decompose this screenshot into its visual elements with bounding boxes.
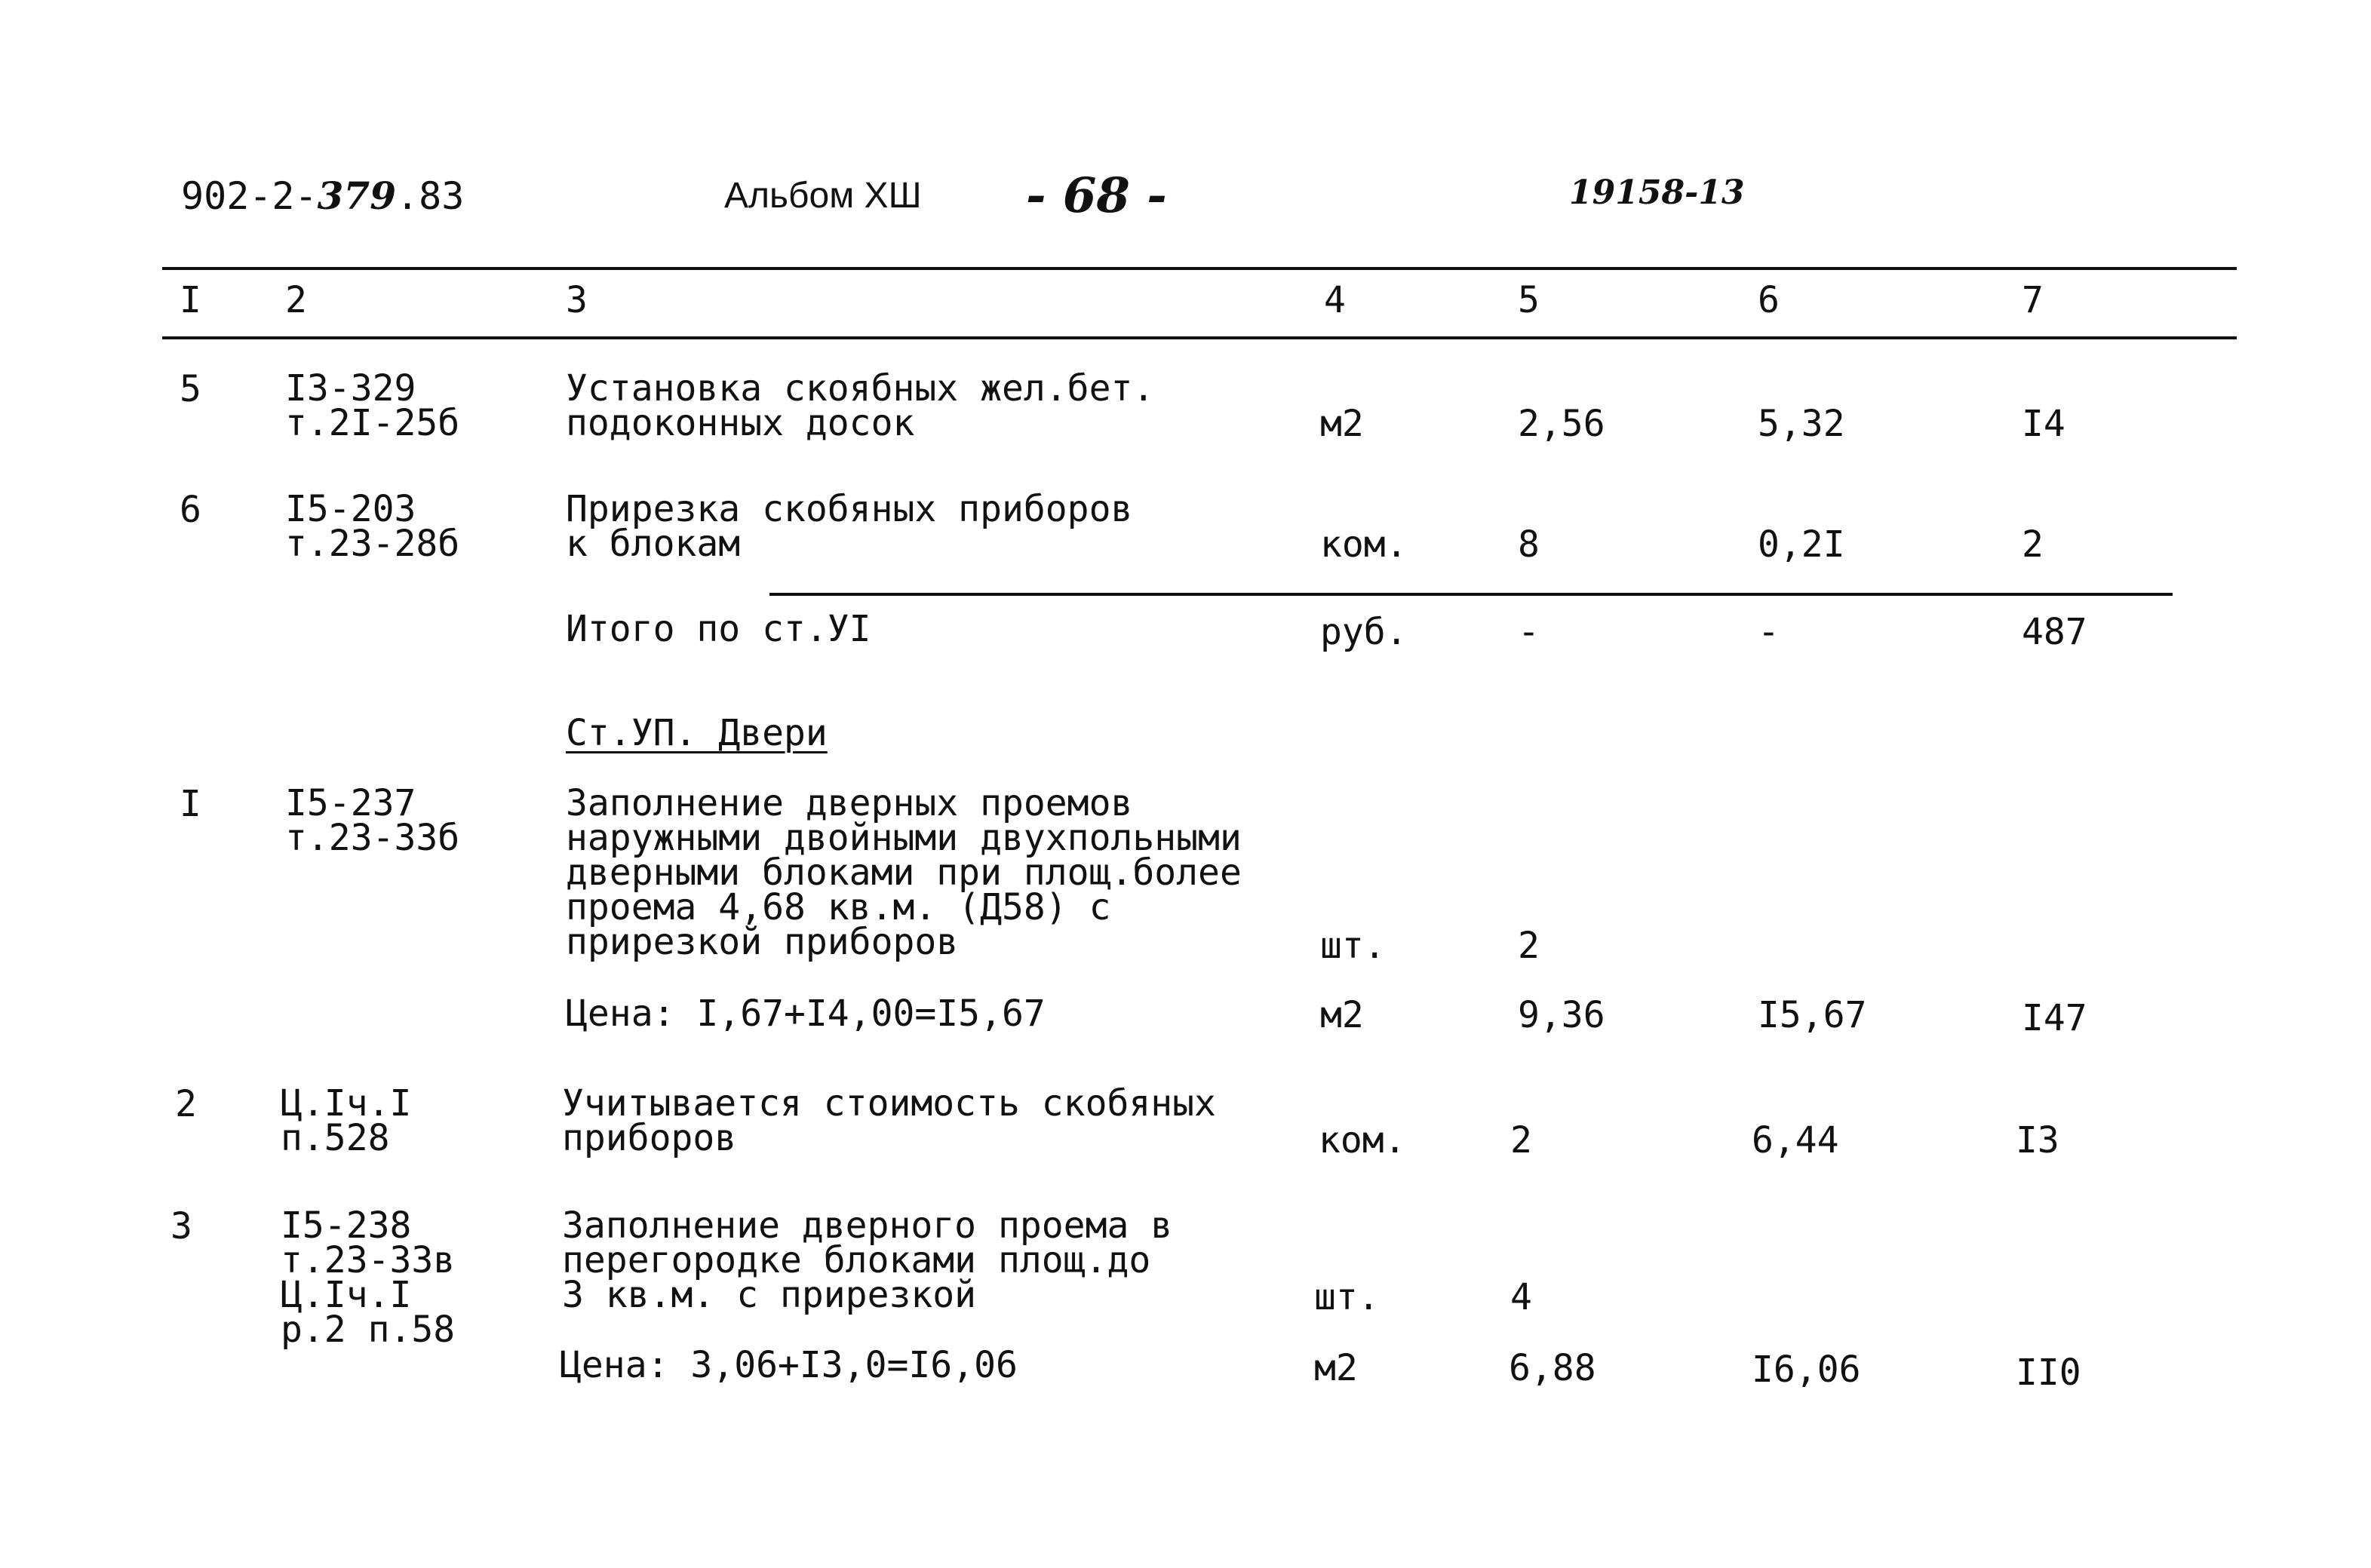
page-number: - 68 - [1026,167,1167,224]
column-header: I [180,279,201,321]
column-header: 7 [2022,279,2044,321]
total-cost: II0 [2016,1352,2081,1394]
unit-price: - [1758,611,1780,653]
work-description: Учитывается стоимость скобяных приборов [562,1082,1216,1159]
row-number: I [180,783,201,825]
total-cost: I4 [2022,403,2065,445]
table-top-rule [162,267,2237,270]
work-description: Установка скоябных жел.бет. подоконных досок [566,367,1155,444]
column-header: 6 [1758,279,1780,321]
unit: м2 [1320,403,1364,445]
work-description: Заполнение дверного проема в перегородке блоками площ.до 3 кв.м. с прирезкой [562,1204,1173,1316]
norm-code: Ц.Iч.I п.528 [281,1082,412,1159]
row-number: 2 [175,1083,197,1125]
row-number: 3 [170,1205,192,1247]
unit: шт. [1314,1276,1380,1318]
unit-price: 0,2I [1758,523,1845,566]
norm-code: I5-238 т.23-33в Ц.Iч.I р.2 п.58 [281,1204,456,1351]
norm-code: I3-329 т.2I-25б [285,367,460,444]
total-cost: I47 [2022,997,2087,1039]
unit-price: 6,44 [1752,1119,1839,1161]
unit-price: I5,67 [1758,994,1867,1036]
archive-stamp: 19158-13 [1569,173,1745,212]
column-header: 4 [1324,279,1346,321]
subtotal-rule [769,593,2173,596]
norm-code: I5-237 т.23-33б [285,782,460,859]
quantity: 9,36 [1518,994,1605,1036]
quantity: - [1518,611,1540,653]
unit-price: I6,06 [1752,1349,1861,1391]
price-formula: Цена: 3,06+I3,0=I6,06 [560,1344,1018,1386]
unit: ком. [1320,523,1408,566]
column-header: 2 [285,279,307,321]
subtotal-label: Итого по ст.УI [566,608,871,650]
unit: м2 [1314,1347,1358,1389]
section-heading: Ст.УП. Двери [566,712,828,754]
work-description: Прирезка скобяных приборов к блокам [566,488,1133,565]
unit: шт. [1320,925,1386,967]
unit-price: 5,32 [1758,403,1845,445]
row-number: 5 [180,368,201,410]
document-number: 902-2-379.83 [181,173,465,218]
unit: ком. [1319,1119,1406,1161]
unit: руб. [1320,611,1408,653]
work-description: Заполнение дверных проемов наружными двойными двухпольными дверными блоками при площ.более проема 4,68 кв.м. (Д58) с прирезкой приборов [566,782,1242,963]
price-formula: Цена: I,67+I4,00=I5,67 [566,993,1046,1035]
unit: м2 [1320,994,1364,1036]
table-header-rule [162,336,2237,339]
column-header: 3 [566,279,588,321]
total-cost: 487 [2022,611,2087,653]
quantity: 2 [1518,925,1540,967]
album-label: Альбом ХШ [724,176,922,216]
total-cost: I3 [2016,1119,2059,1161]
row-number: 6 [180,489,201,531]
quantity: 2,56 [1518,403,1605,445]
quantity: 8 [1518,523,1540,566]
total-cost: 2 [2022,523,2044,566]
quantity: 2 [1510,1119,1532,1161]
column-header: 5 [1518,279,1540,321]
quantity: 6,88 [1509,1347,1596,1389]
norm-code: I5-203 т.23-28б [285,488,460,565]
quantity: 4 [1510,1276,1532,1318]
